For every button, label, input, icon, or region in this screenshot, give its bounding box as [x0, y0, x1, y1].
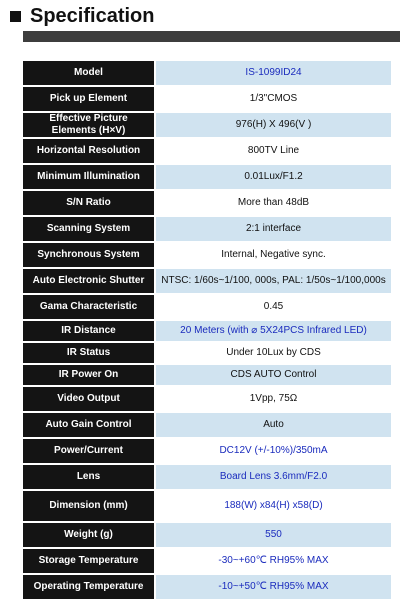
spec-row [23, 491, 391, 523]
spec-row [23, 365, 391, 387]
spec-value: 188(W) x84(H) x58(D) [154, 491, 391, 523]
spec-row [23, 243, 391, 269]
spec-row [23, 387, 391, 413]
spec-row [23, 523, 391, 549]
spec-value: 20 Meters (with ⌀ 5X24PCS Infrared LED) [154, 321, 391, 343]
spec-value: More than 48dB [154, 191, 391, 217]
spec-label: Effective Picture Elements (H×V) [23, 113, 154, 139]
spec-value: 800TV Line [154, 139, 391, 165]
spec-row [23, 191, 391, 217]
spec-row [23, 575, 391, 601]
spec-row [23, 113, 391, 139]
spec-row [23, 295, 391, 321]
spec-value: NTSC: 1/60s~1/100, 000s, PAL: 1/50s~1/100,000s [154, 269, 391, 295]
spec-label: Operating Temperature [23, 575, 154, 601]
spec-label: Lens [23, 465, 154, 491]
spec-label: Power/Current [23, 439, 154, 465]
spec-row [23, 87, 391, 113]
spec-row [23, 61, 391, 87]
spec-value: CDS AUTO Control [154, 365, 391, 387]
spec-label: IR Status [23, 343, 154, 365]
spec-label: Minimum Illumination [23, 165, 154, 191]
spec-label: Video Output [23, 387, 154, 413]
spec-value: DC12V (+/-10%)/350mA [154, 439, 391, 465]
spec-row [23, 139, 391, 165]
spec-label: S/N Ratio [23, 191, 154, 217]
spec-label: Storage Temperature [23, 549, 154, 575]
spec-label: Model [23, 61, 154, 87]
spec-value: Under 10Lux by CDS [154, 343, 391, 365]
spec-label: Scanning System [23, 217, 154, 243]
title-underline-bar [23, 31, 400, 42]
spec-row [23, 321, 391, 343]
spec-label: IR Distance [23, 321, 154, 343]
spec-value: 976(H) X 496(V ) [154, 113, 391, 139]
spec-row [23, 439, 391, 465]
spec-label: Gama Characteristic [23, 295, 154, 321]
spec-row [23, 413, 391, 439]
section-header [0, 0, 415, 44]
spec-label: IR Power On [23, 365, 154, 387]
spec-value: 0.01Lux/F1.2 [154, 165, 391, 191]
spec-value: IS-1099ID24 [154, 61, 391, 87]
spec-value: Auto [154, 413, 391, 439]
spec-value: Internal, Negative sync. [154, 243, 391, 269]
specification-table [23, 61, 391, 601]
spec-label: Auto Electronic Shutter [23, 269, 154, 295]
spec-value: 1Vpp, 75Ω [154, 387, 391, 413]
spec-row [23, 217, 391, 243]
spec-row [23, 269, 391, 295]
spec-table-body [23, 61, 391, 601]
spec-label: Auto Gain Control [23, 413, 154, 439]
spec-value: Board Lens 3.6mm/F2.0 [154, 465, 391, 491]
spec-value: 1/3"CMOS [154, 87, 391, 113]
square-bullet-icon [10, 11, 21, 22]
page-title: Specification [30, 5, 155, 27]
spec-label: Horizontal Resolution [23, 139, 154, 165]
spec-value: -10~+50℃ RH95% MAX [154, 575, 391, 601]
spec-value: 0.45 [154, 295, 391, 321]
spec-row [23, 465, 391, 491]
spec-value: -30~+60℃ RH95% MAX [154, 549, 391, 575]
spec-row [23, 165, 391, 191]
spec-label: Synchronous System [23, 243, 154, 269]
spec-label: Weight (g) [23, 523, 154, 549]
spec-label: Pick up Element [23, 87, 154, 113]
spec-row [23, 343, 391, 365]
spec-value: 2:1 interface [154, 217, 391, 243]
spec-row [23, 549, 391, 575]
spec-value: 550 [154, 523, 391, 549]
spec-label: Dimension (mm) [23, 491, 154, 523]
